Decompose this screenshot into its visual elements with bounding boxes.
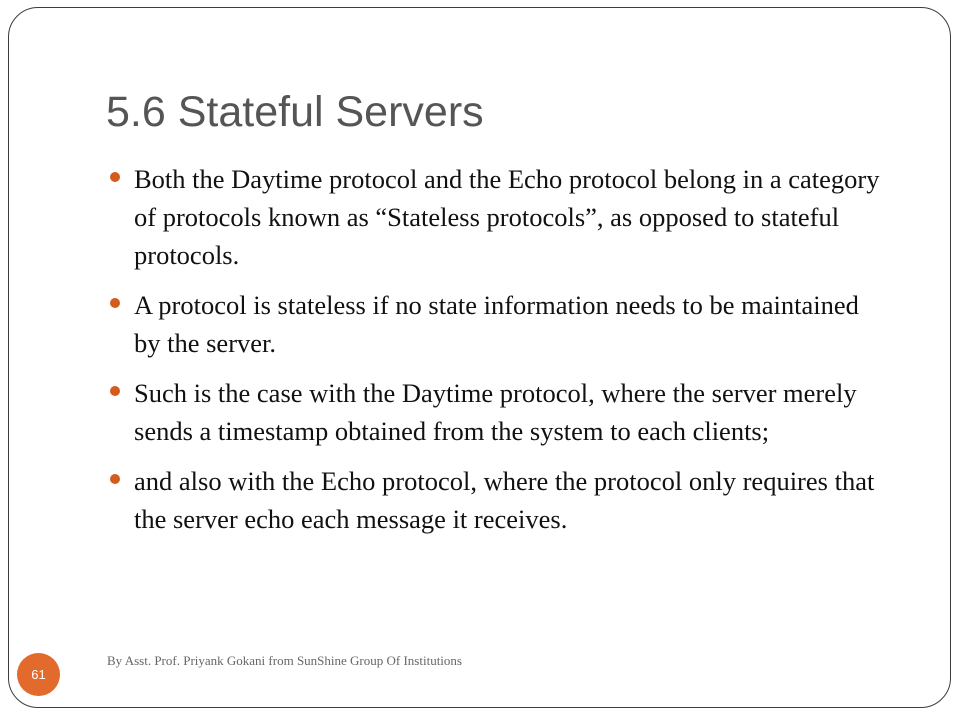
bullet-dot-icon [110, 386, 120, 396]
bullet-item [110, 374, 880, 450]
bullet-item [110, 286, 880, 362]
page-number-badge: 61 [17, 653, 60, 696]
bullet-text: and also with the Echo protocol, where the protocol only requires that the server echo each message it receives. [134, 466, 875, 534]
bullet-dot-icon [110, 298, 120, 308]
bullet-text: A protocol is stateless if no state information needs to be maintained by the server. [134, 290, 859, 358]
bullet-item [110, 462, 880, 538]
bullet-dot-icon [110, 474, 120, 484]
footer-credit: By Asst. Prof. Priyank Gokani from SunShine Group Of Institutions [107, 653, 462, 668]
bullet-text: Such is the case with the Daytime protocol, where the server merely sends a timestamp obtained from the system to each clients; [134, 378, 857, 446]
bullet-dot-icon [110, 172, 120, 182]
slide-title: 5.6 Stateful Servers [106, 88, 484, 136]
bullet-list [110, 160, 880, 550]
bullet-text: Both the Daytime protocol and the Echo protocol belong in a category of protocols known as “Stateless protocols”, as opposed to stateful protocols. [134, 164, 880, 270]
bullet-item [110, 160, 880, 274]
